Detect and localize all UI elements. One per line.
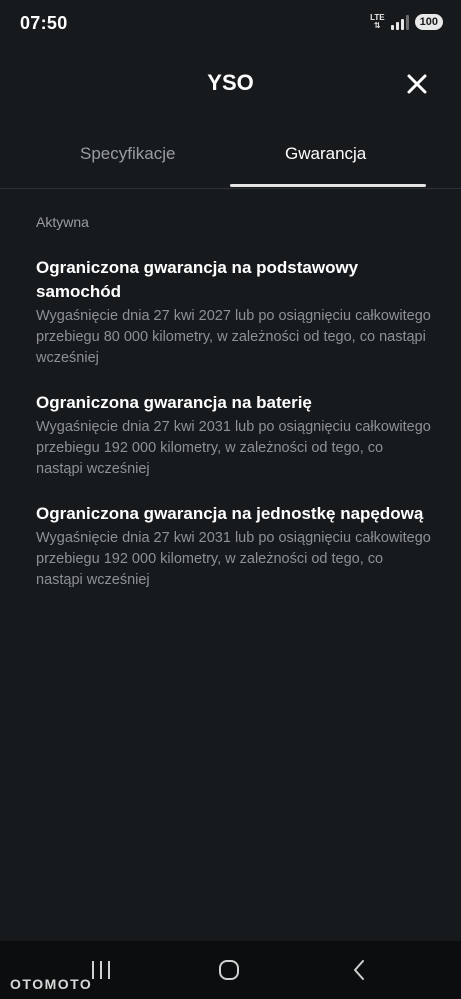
close-icon bbox=[403, 70, 431, 98]
warranty-description: Wygaśnięcie dnia 27 kwi 2031 lub po osiągnięciu całkowitego przebiegu 192 000 kilometry, w zależności od tego, co nastąpi wcześniej bbox=[36, 419, 431, 477]
warranty-title: Ograniczona gwarancja na baterię bbox=[36, 393, 312, 412]
tab-bar bbox=[0, 128, 461, 189]
data-arrows-icon: ⇅ bbox=[374, 21, 381, 30]
network-type-label: LTE bbox=[370, 13, 385, 22]
warranty-item-drive-unit bbox=[36, 502, 431, 591]
signal-strength-icon bbox=[391, 14, 409, 30]
warranty-item-basic-vehicle bbox=[36, 256, 431, 369]
network-indicator bbox=[370, 14, 385, 30]
page-title: YSO bbox=[207, 70, 254, 95]
tab-warranty[interactable]: Gwarancja bbox=[285, 144, 367, 163]
close-button[interactable] bbox=[403, 70, 431, 98]
warranty-description: Wygaśnięcie dnia 27 kwi 2031 lub po osiągnięciu całkowitego przebiegu 192 000 kilometry, w zależności od tego, co nastąpi wcześniej bbox=[36, 530, 431, 588]
warranty-description: Wygaśnięcie dnia 27 kwi 2027 lub po osiągnięciu całkowitego przebiegu 80 000 kilometry, w zależności od tego, co nastąpi wcześniej bbox=[36, 308, 431, 366]
battery-icon: 100 bbox=[415, 14, 443, 30]
active-tab-indicator bbox=[230, 184, 426, 187]
status-time: 07:50 bbox=[20, 13, 68, 33]
status-icons bbox=[370, 14, 443, 30]
header bbox=[0, 62, 461, 106]
tab-specifications[interactable]: Specyfikacje bbox=[80, 144, 176, 163]
home-button[interactable] bbox=[216, 958, 242, 982]
back-button[interactable] bbox=[346, 958, 372, 982]
section-label-active: Aktywna bbox=[36, 214, 89, 230]
home-icon bbox=[216, 958, 242, 982]
warranty-title: Ograniczona gwarancja na podstawowy samochód bbox=[36, 258, 359, 301]
watermark-logo: OTOMOTO bbox=[10, 976, 93, 992]
warranty-list bbox=[36, 256, 431, 613]
warranty-item-battery bbox=[36, 391, 431, 480]
warranty-title: Ograniczona gwarancja na jednostkę napędową bbox=[36, 504, 424, 523]
back-icon bbox=[346, 958, 372, 982]
status-bar bbox=[0, 0, 461, 48]
